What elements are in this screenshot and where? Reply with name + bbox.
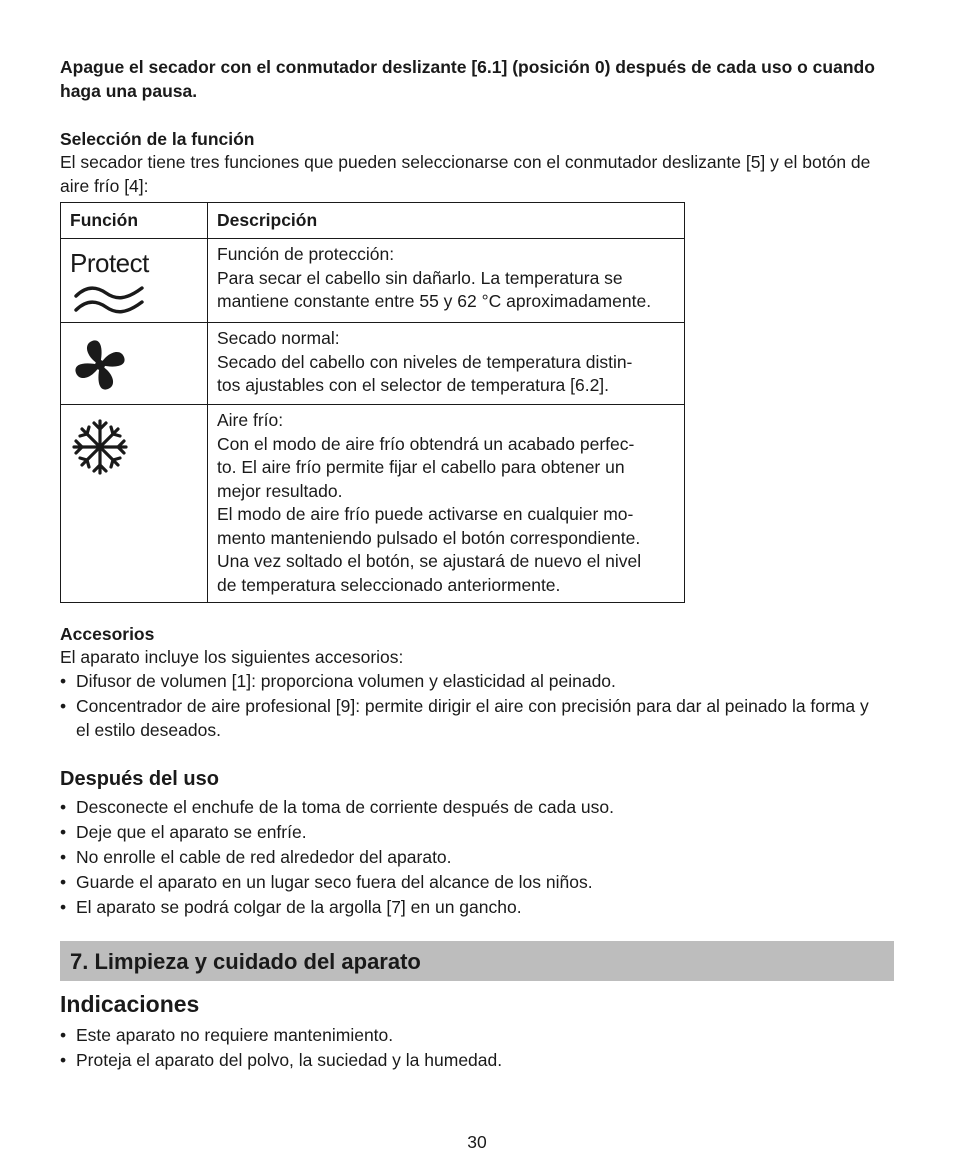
description-line: Aire frío: xyxy=(217,410,284,430)
list-item: • Proteja el aparato del polvo, la suciedad y la humedad. xyxy=(60,1048,880,1072)
description-line: Secado del cabello con niveles de temperatura distin- xyxy=(217,351,633,372)
list-item: • Este aparato no requiere mantenimiento. xyxy=(60,1023,880,1047)
cold-air-description xyxy=(208,405,685,603)
description-line: El modo de aire frío puede activarse en cualquier mo- xyxy=(217,504,634,524)
normal-drying-description xyxy=(208,323,685,405)
protect-description xyxy=(208,239,685,323)
section-title: 7. Limpieza y cuidado del aparato xyxy=(70,949,421,974)
indications-heading: Indicaciones xyxy=(60,991,200,1017)
protect-cell xyxy=(61,239,208,323)
header-description: Descripción xyxy=(208,203,685,239)
table-row xyxy=(61,239,685,323)
table-header-row xyxy=(61,203,685,239)
after-use-heading: Después del uso xyxy=(60,768,219,790)
accessories-section xyxy=(60,645,880,743)
accessories-heading: Accesorios xyxy=(60,624,155,644)
description-line: Una vez soltado el botón, se ajustará de nuevo el nivel xyxy=(217,551,642,571)
cold-air-cell xyxy=(61,405,208,603)
description-line: tos ajustables con el selector de temperatura [6.2]. xyxy=(217,375,610,395)
function-table xyxy=(60,202,685,603)
table-row xyxy=(61,323,685,405)
normal-drying-cell xyxy=(61,323,208,405)
description-line: Función de protección: xyxy=(217,244,395,264)
list-item: • Concentrador de aire profesional [9]: permite dirigir el aire con precisión para dar al peinado la forma y el estilo deseados. xyxy=(60,694,880,742)
accessories-intro: El aparato incluye los siguientes accesorios: xyxy=(60,647,404,667)
protect-wave-icon xyxy=(70,280,150,316)
function-selection-heading: Selección de la función xyxy=(60,129,255,149)
after-use-list xyxy=(60,795,880,920)
indications-list xyxy=(60,1023,880,1073)
description-line: Para secar el cabello sin dañarlo. La temperatura se xyxy=(217,267,623,288)
fan-icon xyxy=(70,335,130,395)
list-item: • El aparato se podrá colgar de la argolla [7] en un gancho. xyxy=(60,895,880,919)
description-line: de temperatura seleccionado anteriormente. xyxy=(217,574,561,595)
list-item: • Deje que el aparato se enfríe. xyxy=(60,820,880,844)
page-number: 30 xyxy=(467,1132,487,1152)
list-item: • No enrolle el cable de red alrededor del aparato. xyxy=(60,845,880,869)
accessories-list xyxy=(60,669,880,742)
description-line: to. El aire frío permite fijar el cabello para obtener un xyxy=(217,457,625,477)
section-heading-bar xyxy=(60,941,894,981)
list-item: • Difusor de volumen [1]: proporciona volumen y elasticidad al peinado. xyxy=(60,669,880,693)
function-selection-text: El secador tiene tres funciones que pueden seleccionarse con el conmutador deslizante [5] y el botón de aire frío [4]: xyxy=(60,152,871,196)
table-row xyxy=(61,405,685,603)
protect-label: Protect xyxy=(70,248,149,278)
description-line: mento manteniendo pulsado el botón correspondiente. xyxy=(217,527,641,548)
header-function: Función xyxy=(61,203,208,239)
description-line: mantiene constante entre 55 y 62 °C aproximadamente. xyxy=(217,291,652,311)
list-item: • Guarde el aparato en un lugar seco fuera del alcance de los niños. xyxy=(60,870,880,894)
description-line: mejor resultado. xyxy=(217,480,343,501)
description-line: Con el modo de aire frío obtendrá un acabado perfec- xyxy=(217,433,635,454)
snowflake-icon xyxy=(70,417,130,477)
description-line: Secado normal: xyxy=(217,328,340,348)
warning-text: Apague el secador con el conmutador deslizante [6.1] (posición 0) después de cada uso o cuando haga una pausa. xyxy=(60,57,875,101)
list-item: • Desconecte el enchufe de la toma de corriente después de cada uso. xyxy=(60,795,880,819)
